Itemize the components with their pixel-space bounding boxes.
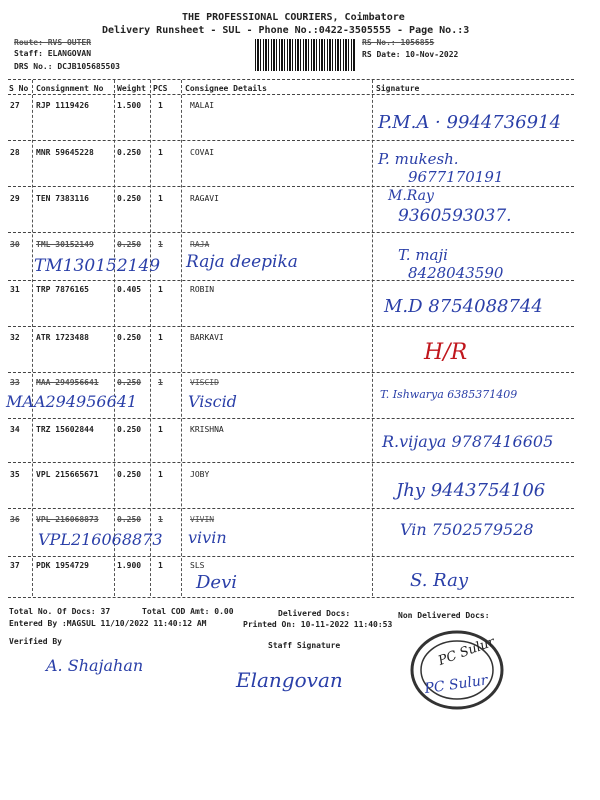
row-consignment: MAA 294956641: [36, 378, 99, 387]
row-consignee: RAJA: [190, 240, 210, 249]
row-divider: [8, 462, 574, 463]
row-signature: P. mukesh.: [378, 150, 459, 168]
row-divider: [8, 140, 574, 141]
row-pcs: 1: [158, 561, 163, 570]
row-handwritten-consignee: Devi: [196, 572, 238, 593]
barcode: [255, 39, 355, 71]
row-weight: 0.250: [117, 240, 142, 249]
table-header-rule: [8, 94, 574, 95]
row-signature: R.vijaya 9787416605: [382, 432, 554, 451]
runsheet-subtitle: Delivery Runsheet - SUL - Phone No.:0422-3505555 - Page No.:3: [102, 25, 470, 36]
row-handwritten-consignee: Raja deepika: [186, 252, 298, 272]
row-consignment: TEN 7383116: [36, 194, 89, 203]
row-consignee: SLS: [190, 561, 205, 570]
col-sep: [372, 80, 373, 596]
col-sep: [32, 80, 33, 596]
row-sno: 35: [10, 470, 20, 479]
delivered-docs: Delivered Docs:: [278, 609, 351, 618]
table-bottom-rule: [8, 597, 574, 598]
row-consignment: TRZ 15602844: [36, 425, 94, 434]
col-consignee: Consignee Details: [185, 84, 267, 93]
row-signature-phone: 9360593037.: [398, 206, 512, 226]
row-consignment: MNR 59645228: [36, 148, 94, 157]
verified-by-label: Verified By: [9, 637, 62, 646]
row-divider: [8, 186, 574, 187]
row-divider: [8, 280, 574, 281]
row-sno: 30: [10, 240, 20, 249]
row-pcs: 1: [158, 148, 163, 157]
row-consignment: TML 30152149: [36, 240, 94, 249]
row-signature: M.Ray: [388, 188, 434, 204]
row-signature: Jhy 9443754106: [396, 480, 546, 501]
row-weight: 0.250: [117, 378, 142, 387]
row-weight: 1.500: [117, 101, 142, 110]
row-consignee: BARKAVI: [190, 333, 224, 342]
row-pcs: 1: [158, 515, 163, 524]
row-sno: 33: [10, 378, 20, 387]
col-weight: Weight: [117, 84, 146, 93]
total-docs: Total No. Of Docs: 37: [9, 607, 111, 616]
rs-number: RS No.: 1056855: [362, 38, 435, 47]
row-consignment: PDK 1954729: [36, 561, 89, 570]
row-signature-phone: 9677170191: [408, 168, 504, 186]
row-weight: 0.250: [117, 515, 142, 524]
stamp-signature: PC Sulur: [423, 672, 489, 698]
row-weight: 0.250: [117, 425, 142, 434]
col-sep: [150, 80, 151, 596]
row-sno: 28: [10, 148, 20, 157]
row-consignee: ROBIN: [190, 285, 215, 294]
row-consignee: JOBY: [190, 470, 210, 479]
drs-number: DRS No.: DCJB105685503: [14, 62, 120, 71]
row-consignee: VISCID: [190, 378, 219, 387]
row-consignment: VPL 215665671: [36, 470, 99, 479]
row-sno: 34: [10, 425, 20, 434]
row-divider: [8, 556, 574, 557]
row-sno: 31: [10, 285, 20, 294]
row-divider: [8, 418, 574, 419]
col-signature: Signature: [376, 84, 420, 93]
table-top-rule: [8, 79, 574, 80]
row-sno: 27: [10, 101, 20, 110]
verified-signature: A. Shajahan: [46, 656, 144, 675]
row-pcs: 1: [158, 425, 163, 434]
row-pcs: 1: [158, 240, 163, 249]
row-consignee: KRISHNA: [190, 425, 224, 434]
staff-label: Staff: ELANGOVAN: [14, 49, 92, 58]
row-sno: 29: [10, 194, 20, 203]
printed-on: Printed On: 10-11-2022 11:40:53: [243, 620, 393, 629]
row-handwritten-consignment: TM130152149: [34, 256, 161, 276]
row-signature: S. Ray: [410, 570, 468, 591]
row-consignment: VPL 216068873: [36, 515, 99, 524]
row-pcs: 1: [158, 378, 163, 387]
row-consignee: VIVIN: [190, 515, 215, 524]
row-weight: 0.405: [117, 285, 142, 294]
staff-signature-label: Staff Signature: [268, 641, 341, 650]
route-label: Route: RVS OUTER: [14, 38, 92, 47]
row-signature: Vin 7502579528: [400, 520, 534, 539]
row-handwritten-consignment: MAA294956641: [6, 392, 138, 411]
row-handwritten-consignment: VPL216068873: [38, 530, 163, 549]
row-consignee: MALAI: [190, 101, 215, 110]
row-sno: 37: [10, 561, 20, 570]
row-weight: 0.250: [117, 194, 142, 203]
staff-signature: Elangovan: [236, 668, 343, 692]
row-divider: [8, 508, 574, 509]
non-delivered-docs: Non Delivered Docs:: [398, 611, 490, 620]
col-pcs: PCS: [153, 84, 168, 93]
row-handwritten-consignee: Viscid: [188, 392, 237, 411]
row-signature: T. maji: [398, 246, 448, 264]
total-cod: Total COD Amt: 0.00: [142, 607, 234, 616]
row-signature-phone: 8428043590: [408, 264, 504, 282]
company-title: THE PROFESSIONAL COURIERS, Coimbatore: [182, 12, 405, 23]
row-consignment: RJP 1119426: [36, 101, 89, 110]
row-pcs: 1: [158, 194, 163, 203]
row-sno: 32: [10, 333, 20, 342]
row-pcs: 1: [158, 101, 163, 110]
rs-date: RS Date: 10-Nov-2022: [362, 50, 459, 59]
col-consignment: Consignment No: [36, 84, 104, 93]
col-sno: S No: [9, 84, 29, 93]
row-divider: [8, 232, 574, 233]
col-sep: [181, 80, 182, 596]
row-pcs: 1: [158, 470, 163, 479]
row-pcs: 1: [158, 333, 163, 342]
row-consignee: COVAI: [190, 148, 215, 157]
row-divider: [8, 326, 574, 327]
row-consignment: TRP 7876165: [36, 285, 89, 294]
row-weight: 1.900: [117, 561, 142, 570]
office-stamp: [395, 615, 525, 715]
row-weight: 0.250: [117, 333, 142, 342]
row-weight: 0.250: [117, 470, 142, 479]
row-handwritten-consignee: vivin: [188, 528, 227, 547]
row-pcs: 1: [158, 285, 163, 294]
row-signature: H/R: [424, 340, 468, 365]
row-sno: 36: [10, 515, 20, 524]
entered-by: Entered By :MAGSUL 11/10/2022 11:40:12 AM: [9, 619, 207, 628]
row-signature: M.D 8754088744: [384, 296, 543, 317]
col-sep: [114, 80, 115, 596]
row-signature: P.M.A · 9944736914: [378, 112, 562, 133]
stamp-text: PC Sulur: [436, 634, 497, 669]
row-signature: T. Ishwarya 6385371409: [380, 388, 518, 401]
row-consignment: ATR 1723488: [36, 333, 89, 342]
row-weight: 0.250: [117, 148, 142, 157]
row-consignee: RAGAVI: [190, 194, 219, 203]
row-divider: [8, 372, 574, 373]
